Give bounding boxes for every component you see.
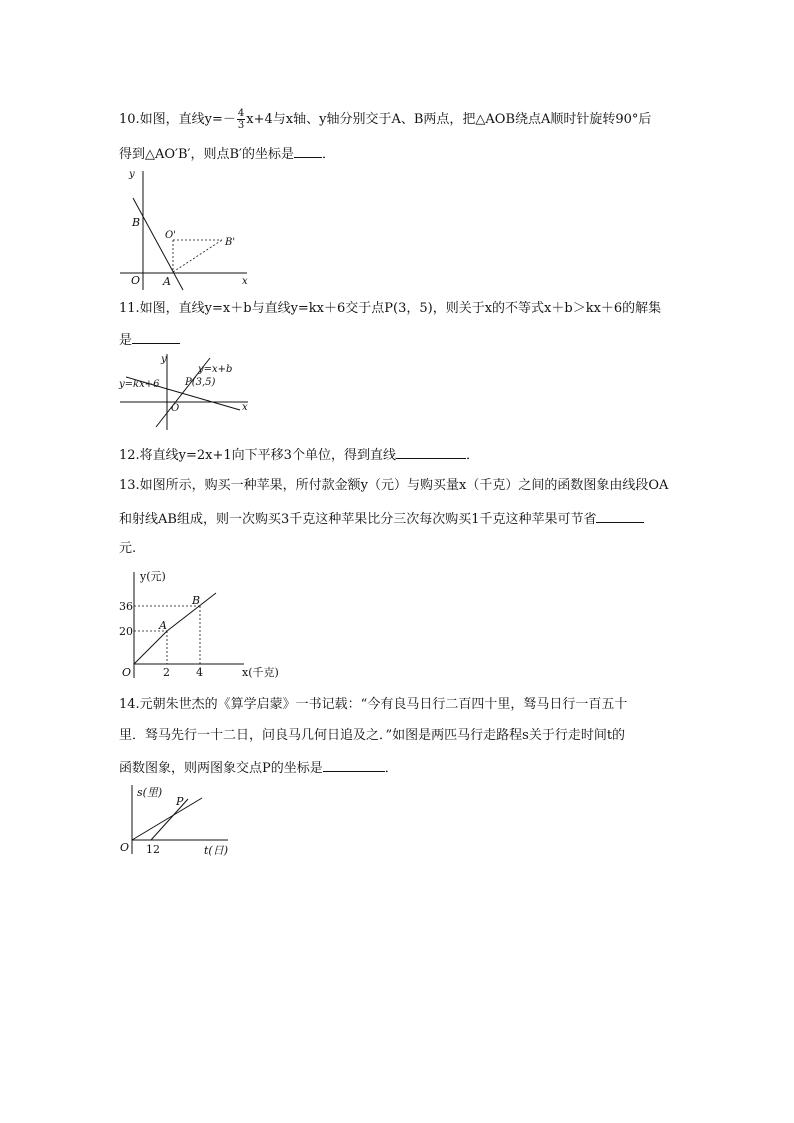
q10-text-a: 10.如图，直线y=－ xyxy=(119,112,236,127)
q14-line-slow-horse xyxy=(132,798,202,840)
q14-line3 xyxy=(119,759,398,777)
q13-line1 xyxy=(119,478,668,494)
q14-label-t: t(日) xyxy=(204,844,229,857)
q11-text-b: 是 xyxy=(119,333,133,348)
q14-label-s: s(里) xyxy=(137,786,163,799)
q12-answer-blank xyxy=(396,446,466,459)
q12-line1 xyxy=(119,446,479,464)
q13-text-b: 和射线AB组成，则一次购买3千克这种苹果比分三次每次购买1千克这种苹果可节省 xyxy=(119,512,597,527)
q13-text-a: 13.如图所示，购买一种苹果，所付款金额y（元）与购买量x（千克）之间的函数图象由线段OA xyxy=(119,478,669,493)
q10-label-x: x xyxy=(242,276,248,287)
q14-label-o: O xyxy=(120,841,130,854)
q10-label-o1: O' xyxy=(165,230,176,241)
q12-text-end: ． xyxy=(465,448,479,463)
q10-line1 xyxy=(119,108,651,131)
q10-label-y: y xyxy=(129,169,135,180)
q12-text-a: 12.将直线y=2x+1向下平移3个单位，得到直线 xyxy=(119,448,396,463)
q14-label-p: P xyxy=(176,795,184,808)
q10-frac-den: 3 xyxy=(237,120,245,131)
q10-line-ab xyxy=(133,198,183,290)
q11-line2 xyxy=(119,331,180,349)
q11-text-a: 11.如图，直线y=x＋b与直线y=kx＋6交于点P(3，5)，则关于x的不等式x＋b＞kx＋6的解集 xyxy=(119,301,662,316)
q14-answer-blank xyxy=(323,759,385,772)
q10-text-b: x+4与x轴、y轴分别交于A、B两点，把△AOB绕点A顺时针旋转90°后 xyxy=(246,112,652,127)
q13-tick-36: 36 xyxy=(119,600,133,613)
q10-dashed-ab1 xyxy=(173,240,222,272)
q11-label-y: y xyxy=(161,354,167,365)
q13-label-b: B xyxy=(192,594,201,607)
q10-text-c: 得到△AO′B′，则点B′的坐标是 xyxy=(119,147,295,162)
q13-tick-4: 4 xyxy=(196,666,203,679)
q10-label-o: O xyxy=(131,274,141,287)
q14-line2 xyxy=(119,728,625,744)
q11-label-eq1: y=x+b xyxy=(198,364,233,375)
q14-text-end: ． xyxy=(384,761,398,776)
q13-figure xyxy=(118,568,293,683)
q13-label-o: O xyxy=(122,666,132,679)
q10-frac-num: 4 xyxy=(237,108,245,119)
q13-segment-oa xyxy=(134,631,167,664)
q10-line2 xyxy=(119,145,335,163)
q10-answer-blank xyxy=(294,145,322,158)
q14-text-b: 里．驽马先行一十二日，问良马几何日追及之．”如图是两匹马行走路程s关于行走时间t的 xyxy=(119,728,626,743)
q10-label-b1: B' xyxy=(225,237,236,248)
q14-text-c: 函数图象，则两图象交点P的坐标是 xyxy=(119,761,323,776)
q10-figure xyxy=(115,168,255,293)
q13-line2 xyxy=(119,510,644,528)
q11-label-x: x xyxy=(242,402,248,413)
q13-label-a: A xyxy=(159,619,167,632)
q13-label-y: y(元) xyxy=(140,570,166,583)
q13-tick-20: 20 xyxy=(119,625,133,638)
q11-label-o: O xyxy=(171,403,180,414)
q13-line3 xyxy=(119,541,136,557)
q13-label-x: x(千克) xyxy=(242,666,279,679)
q13-tick-2: 2 xyxy=(163,666,170,679)
q11-answer-blank xyxy=(132,331,180,344)
q10-label-a: A xyxy=(163,275,171,288)
q11-label-p: P(3,5) xyxy=(185,377,216,388)
q10-label-b: B xyxy=(132,216,141,229)
q14-tick-12: 12 xyxy=(146,843,160,856)
q10-fraction xyxy=(237,108,245,131)
q10-text-end: ． xyxy=(322,147,336,162)
q11-label-eq2: y=kx+6 xyxy=(119,379,160,390)
q14-text-a: 14.元朝朱世杰的《算学启蒙》一书记载：“今有良马日行二百四十里，驽马日行一百五十 xyxy=(119,697,628,712)
q11-figure xyxy=(118,352,253,432)
q14-figure xyxy=(116,782,241,862)
q13-text-c: 元. xyxy=(119,541,137,556)
q13-answer-blank xyxy=(596,510,644,523)
q14-line1 xyxy=(119,697,627,713)
q11-line1 xyxy=(119,301,661,317)
